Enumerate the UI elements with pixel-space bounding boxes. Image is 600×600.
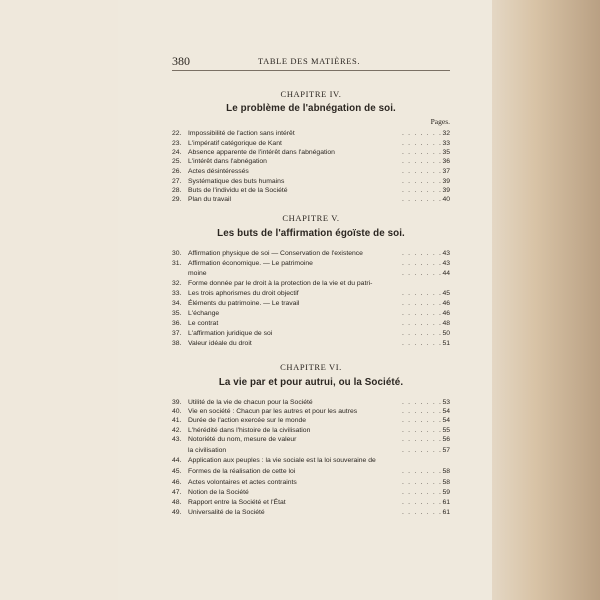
leader-dots: . . . . . . .: [402, 499, 443, 506]
entry-page: 44: [442, 270, 450, 277]
entry-text-continuation: moine: [188, 270, 207, 277]
leader-dots: . . . . . . .: [402, 290, 443, 297]
entry-text: Rapport entre la Société et l'État: [188, 499, 286, 506]
entry-number: 38.: [172, 340, 182, 347]
entry-number: 23.: [172, 140, 182, 147]
toc-entry: [172, 299, 450, 309]
leader-dots: . . . . . . .: [402, 399, 443, 406]
entry-number: 49.: [172, 509, 182, 516]
leader-dots: . . . . . . .: [402, 447, 443, 454]
entry-text: Actes volontaires et actes contraints: [188, 479, 297, 486]
entry-page: 46: [442, 300, 450, 307]
entry-text: Absence apparente de l'intérêt dans l'abnégation: [188, 149, 335, 156]
entry-text: Notion de la Société: [188, 489, 249, 496]
leader-dots: . . . . . . .: [402, 509, 443, 516]
entry-text: L'échange: [188, 310, 220, 317]
entry-text: Affirmation économique. — Le patrimoine: [188, 260, 313, 267]
toc-entry-continuation: [172, 269, 450, 279]
entry-text: Valeur idéale du droit: [188, 340, 252, 347]
entry-page: 40: [442, 196, 450, 203]
entry-text: Notoriété du nom, mesure de valeur: [188, 436, 297, 443]
entry-page: 54: [442, 408, 450, 415]
leader-dots: . . . . . . .: [402, 130, 443, 137]
chapter-title: Les buts de l'affirmation égoïste de soi.: [217, 228, 405, 239]
chapter-label: CHAPITRE VI.: [280, 362, 342, 372]
entry-number: 39.: [172, 399, 182, 406]
entry-text: Éléments du patrimoine. — Le travail: [188, 300, 300, 307]
entry-number: 45.: [172, 468, 182, 475]
entry-number: 32.: [172, 280, 182, 287]
pages-column-label: Pages.: [430, 117, 450, 126]
entry-page: 39: [442, 187, 450, 194]
toc-entry: [172, 129, 450, 139]
entry-number: 35.: [172, 310, 182, 317]
entry-page: 61: [442, 499, 450, 506]
leader-dots: . . . . . . .: [402, 320, 443, 327]
entry-page: 58: [442, 479, 450, 486]
page-edge-shadow: [492, 0, 600, 600]
entry-page: 36: [442, 158, 450, 165]
leader-dots: . . . . . . .: [402, 310, 443, 317]
entry-page: 54: [442, 417, 450, 424]
leader-dots: . . . . . . .: [402, 178, 443, 185]
toc-entry: [172, 319, 450, 329]
leader-dots: . . . . . . .: [402, 436, 443, 443]
entry-page: 57: [442, 447, 450, 454]
leader-dots: . . . . . . .: [402, 489, 443, 496]
leader-dots: . . . . . . .: [402, 168, 443, 175]
running-title: TABLE DES MATIÈRES.: [258, 56, 361, 66]
entry-number: 40.: [172, 408, 182, 415]
entry-number: 48.: [172, 499, 182, 506]
entry-text-continuation: la civilisation: [188, 447, 227, 454]
entry-number: 27.: [172, 178, 182, 185]
entry-page: 55: [442, 427, 450, 434]
chapter-label: CHAPITRE V.: [282, 213, 340, 223]
entry-page: 59: [442, 489, 450, 496]
entry-number: 26.: [172, 168, 182, 175]
entry-page: 35: [442, 149, 450, 156]
entry-text: Les trois aphorismes du droit objectif: [188, 290, 299, 297]
entry-text: Durée de l'action exercée sur le monde: [188, 417, 307, 424]
chapter-title: Le problème de l'abnégation de soi.: [226, 103, 396, 114]
toc-entry-continuation: [172, 446, 450, 456]
entry-number: 28.: [172, 187, 182, 194]
entry-text: Buts de l'individu et de la Société: [188, 187, 288, 194]
entry-text: Application aux peuples : la vie sociale est la loi souveraine de: [188, 457, 376, 464]
entry-number: 29.: [172, 196, 182, 203]
toc-entry: [172, 249, 450, 259]
entry-page: 37: [442, 168, 450, 175]
leader-dots: . . . . . . .: [402, 408, 443, 415]
leader-dots: . . . . . . .: [402, 250, 443, 257]
entry-number: 33.: [172, 290, 182, 297]
toc-entry: [172, 456, 450, 466]
entry-number: 25.: [172, 158, 182, 165]
toc-entry: [172, 498, 450, 508]
leader-dots: . . . . . . .: [402, 260, 443, 267]
leader-dots: . . . . . . .: [402, 158, 443, 165]
running-header: [172, 52, 450, 71]
entry-text: Formes de la réalisation de cette loi: [188, 468, 296, 475]
entry-text: Utilité de la vie de chacun pour la Société: [188, 399, 313, 406]
toc-entry: [172, 339, 450, 349]
toc-entry: [172, 157, 450, 167]
entry-number: 41.: [172, 417, 182, 424]
entry-text: Plan du travail: [188, 196, 232, 203]
leader-dots: . . . . . . .: [402, 468, 443, 475]
toc-entry: [172, 435, 450, 445]
leader-dots: . . . . . . .: [402, 300, 443, 307]
toc-entry: [172, 508, 450, 518]
leader-dots: . . . . . . .: [402, 427, 443, 434]
leader-dots: . . . . . . .: [402, 417, 443, 424]
entry-page: 32: [442, 130, 450, 137]
entry-number: 37.: [172, 330, 182, 337]
entry-page: 56: [442, 436, 450, 443]
entry-text: Actes désintéressés: [188, 168, 249, 175]
entry-number: 24.: [172, 149, 182, 156]
leader-dots: . . . . . . .: [402, 270, 443, 277]
toc-entry: [172, 416, 450, 426]
entry-number: 43.: [172, 436, 182, 443]
entry-number: 31.: [172, 260, 182, 267]
toc-entry: [172, 259, 450, 269]
leader-dots: . . . . . . .: [402, 479, 443, 486]
toc-entry: [172, 488, 450, 498]
toc-entry: [172, 309, 450, 319]
entry-text: L'affirmation juridique de soi: [188, 330, 273, 337]
entry-text: Universalité de la Société: [188, 509, 265, 516]
entry-text: Affirmation physique de soi — Conservation de l'existence: [188, 250, 363, 257]
entry-page: 46: [442, 310, 450, 317]
entry-number: 36.: [172, 320, 182, 327]
entry-text: Le contrat: [188, 320, 219, 327]
entry-number: 34.: [172, 300, 182, 307]
entry-text: Systématique des buts humains: [188, 178, 285, 185]
entry-page: 43: [442, 250, 450, 257]
entry-number: 44.: [172, 457, 182, 464]
page-number: 380: [172, 54, 190, 68]
toc-entry: [172, 478, 450, 488]
entry-page: 33: [442, 140, 450, 147]
toc-entry: [172, 467, 450, 477]
entry-text: L'hérédité dans l'histoire de la civilisation: [188, 427, 311, 434]
entry-number: 30.: [172, 250, 182, 257]
entry-page: 43: [442, 260, 450, 267]
leader-dots: . . . . . . .: [402, 330, 443, 337]
entry-page: 61: [442, 509, 450, 516]
entry-number: 47.: [172, 489, 182, 496]
toc-entry: [172, 329, 450, 339]
entry-page: 50: [442, 330, 450, 337]
toc-entry: [172, 279, 450, 289]
entry-page: 51: [442, 340, 450, 347]
entry-page: 45: [442, 290, 450, 297]
entry-text: Impossibilité de l'action sans intérêt: [188, 130, 295, 137]
entry-number: 46.: [172, 479, 182, 486]
leader-dots: . . . . . . .: [402, 187, 443, 194]
chapter-label: CHAPITRE IV.: [280, 89, 342, 99]
entry-page: 58: [442, 468, 450, 475]
chapter-title: La vie par et pour autrui, ou la Société.: [218, 377, 404, 388]
leader-dots: . . . . . . .: [402, 140, 443, 147]
leader-dots: . . . . . . .: [402, 340, 443, 347]
entry-text: L'impératif catégorique de Kant: [188, 140, 282, 147]
leader-dots: . . . . . . .: [402, 149, 443, 156]
leader-dots: . . . . . . .: [402, 196, 443, 203]
entry-text: Forme donnée par le droit à la protection de la vie et du patri-: [188, 280, 373, 287]
entry-number: 22.: [172, 130, 182, 137]
entry-page: 39: [442, 178, 450, 185]
toc-entry: [172, 195, 450, 205]
toc-entry: [172, 167, 450, 177]
entry-page: 53: [442, 399, 450, 406]
entry-number: 42.: [172, 427, 182, 434]
entry-text: Vie en société : Chacun par les autres et pour les autres: [188, 408, 358, 415]
toc-entry: [172, 289, 450, 299]
left-margin: [0, 0, 118, 600]
entry-page: 48: [442, 320, 450, 327]
entry-text: L'intérêt dans l'abnégation: [188, 158, 267, 165]
